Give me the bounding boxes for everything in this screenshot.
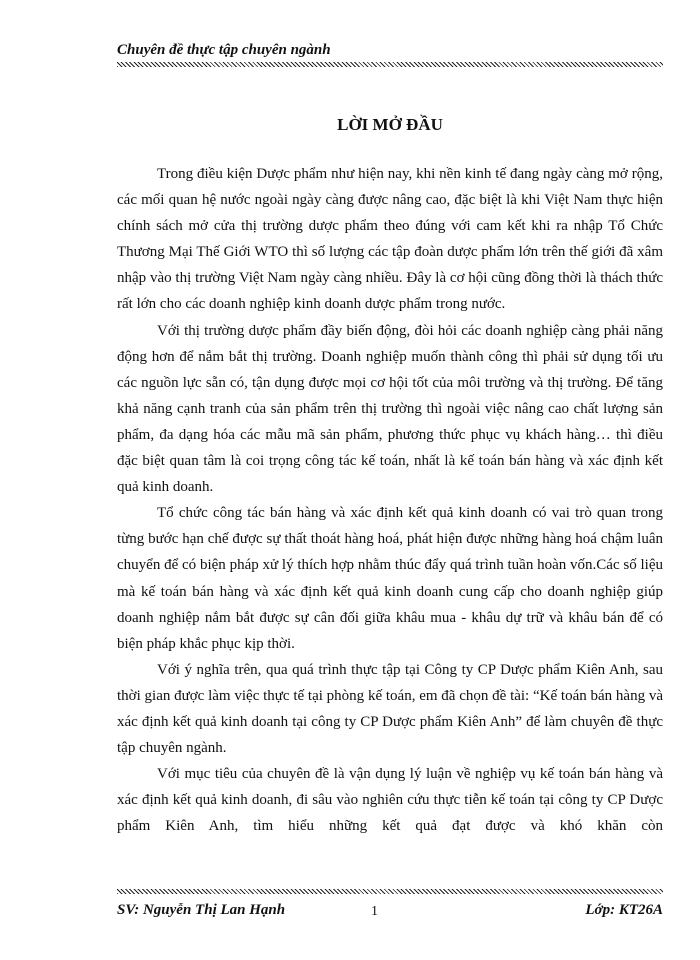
footer-divider (117, 889, 663, 894)
paragraph: Trong điều kiện Dược phẩm như hiện nay, khi nền kinh tế đang ngày càng mở rộng, các mối quan hệ nước ngoài ngày càng được nâng cao, đặc biệt là khi Việt Nam thực hiện chính sách mở cửa thị trường dược phẩm theo đúng với cam kết khi ra nhập Tổ Chức Thương Mại Thế Giới WTO thì số lượng các tập đoàn dược phẩm lớn trên thế giới đã xâm nhập vào thị trường Việt Nam ngày càng nhiều. Đây là cơ hội cũng đồng thời là thách thức rất lớn cho các doanh nghiệp kinh doanh dược phẩm trong nước. (117, 166, 663, 313)
student-name: SV: Nguyễn Thị Lan Hạnh (117, 902, 286, 918)
page-heading: LỜI MỞ ĐẦU (337, 115, 443, 134)
header-title: Chuyên đề thực tập chuyên ngành (117, 42, 331, 58)
header-divider (117, 62, 663, 67)
document-body (117, 161, 663, 839)
page-number: 1 (371, 904, 378, 919)
paragraph: Tổ chức công tác bán hàng và xác định kết quả kinh doanh có vai trò quan trong từng bước hạn chế được sự thất thoát hàng hoá, phát hiện được những hàng hoá chậm luân chuyển để có biện pháp xử lý thích hợp nhằm thúc đẩy quá trình tuần hoàn vốn.Các số liệu mà kế toán bán hàng và xác định kết quả kinh doanh cung cấp cho doanh nghiệp giúp doanh nghiệp nắm bắt được sự cân đối giữa khâu mua - khâu dự trữ và khâu bán để có biện pháp khắc phục kịp thời. (117, 505, 663, 652)
class-label: Lớp: KT26A (585, 902, 663, 918)
paragraph: Với thị trường dược phẩm đầy biến động, đòi hỏi các doanh nghiệp càng phải năng động hơn để nắm bắt thị trường. Doanh nghiệp muốn thành công thì phải sử dụng tối ưu các nguồn lực sẵn có, tận dụng được mọi cơ hội tốt của môi trường và thị trường. Để tăng khả năng cạnh tranh của sản phẩm trên thị trường thì ngoài việc nâng cao chất lượng sản phẩm, đa dạng hóa các mẫu mã sản phẩm, phương thức phục vụ khách hàng… thì điều đặc biệt quan tâm là coi trọng công tác kế toán, nhất là kế toán bán hàng và xác định kết quả kinh doanh. (117, 322, 663, 496)
paragraph: Với mục tiêu của chuyên đề là vận dụng lý luận về nghiệp vụ kế toán bán hàng và xác định kết quả kinh doanh, đi sâu vào nghiên cứu thực tiễn kế toán tại công ty CP Dược phẩm Kiên Anh, tìm hiểu những kết quả đạt được và khó khăn còn (117, 766, 663, 835)
paragraph: Với ý nghĩa trên, qua quá trình thực tập tại Công ty CP Dược phẩm Kiên Anh, sau thời gian được làm việc thực tế tại phòng kế toán, em đã chọn đề tài: “Kế toán bán hàng và xác định kết quả kinh doanh tại công ty CP Dược phẩm Kiên Anh” để làm chuyên đề thực tập chuyên ngành. (117, 661, 663, 757)
